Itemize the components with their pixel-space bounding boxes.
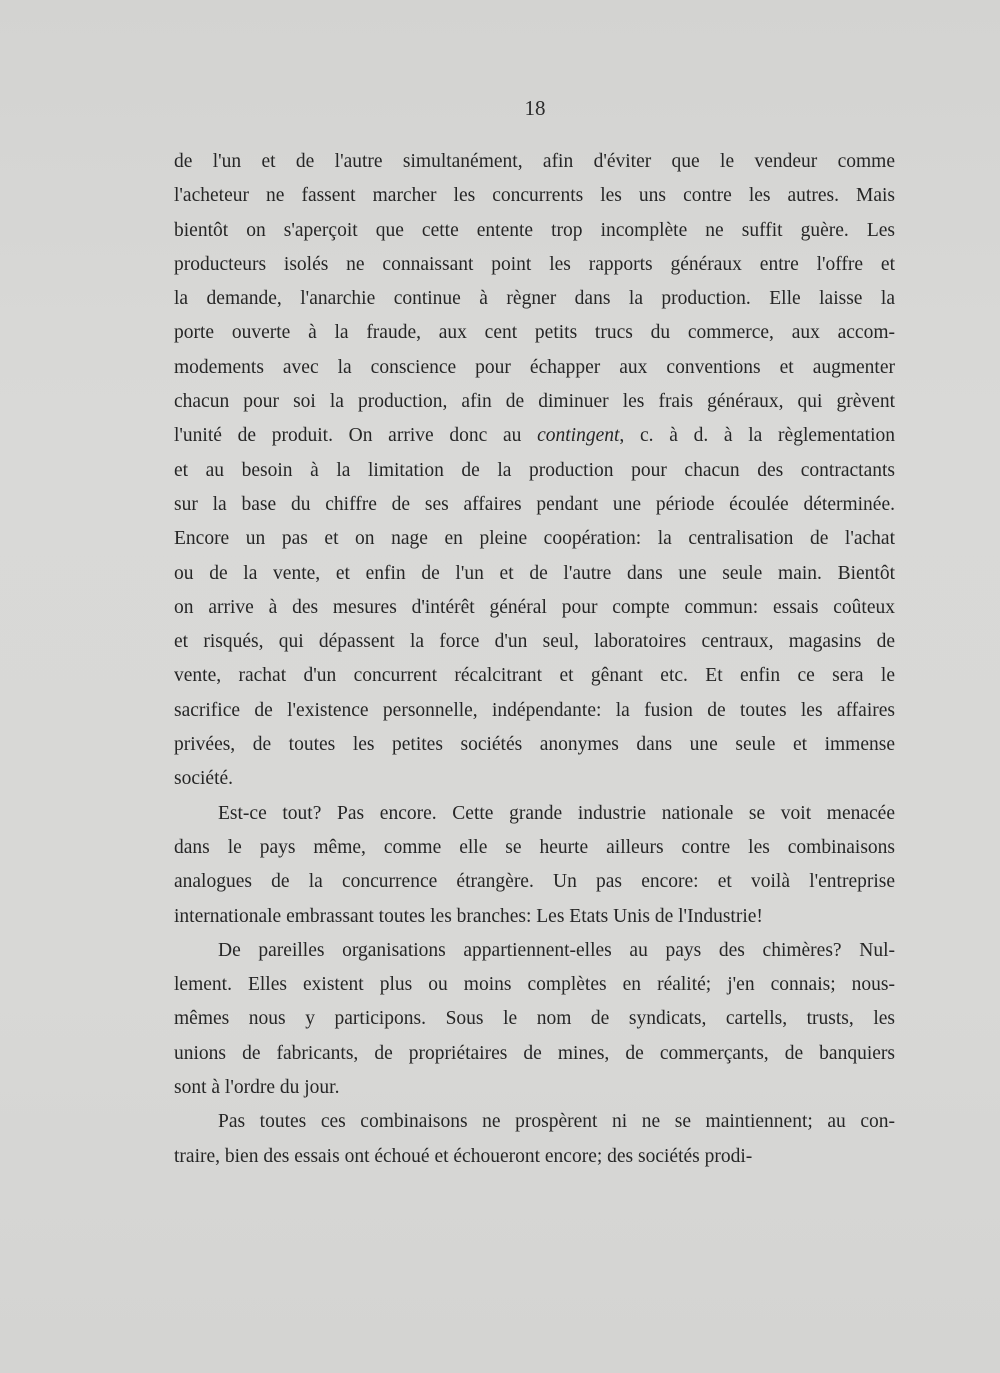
text-line: modements avec la conscience pour échapper aux conventions et augmenter (174, 356, 895, 378)
text-line: ou de la vente, et enfin de l'un et de l'autre dans une seule main. Bientôt (174, 562, 895, 584)
paragraph (174, 145, 895, 797)
text-line: privées, de toutes les petites sociétés anonymes dans une seule et immense (174, 734, 895, 756)
text-line: analogues de la concurrence étrangère. Un pas encore: et voilà l'entreprise (174, 871, 895, 893)
text-line: Est-ce tout? Pas encore. Cette grande industrie nationale se voit menacée (218, 802, 895, 824)
text-line: et risqués, qui dépassent la force d'un seul, laboratoires centraux, magasins de (174, 631, 895, 653)
text-line: internationale embrassant toutes les branches: Les Etats Unis de l'Industrie! (174, 905, 763, 927)
text-line: on arrive à des mesures d'intérêt général pour compte commun: essais coûteux (174, 596, 895, 618)
text-line: la demande, l'anarchie continue à règner dans la production. Elle laisse la (174, 288, 895, 310)
text-line: de l'un et de l'autre simultanément, afin d'éviter que le vendeur comme (174, 151, 895, 172)
text-line: traire, bien des essais ont échoué et échoueront encore; des sociétés prodi- (174, 1145, 753, 1167)
text-line: sont à l'ordre du jour. (174, 1077, 340, 1099)
text-line: société. (174, 768, 234, 790)
text-line: De pareilles organisations appartiennent-elles au pays des chimères? Nul- (218, 939, 895, 961)
text-line: sacrifice de l'existence personnelle, indépendante: la fusion de toutes les affaires (174, 699, 895, 721)
text-line: porte ouverte à la fraude, aux cent petits trucs du commerce, aux accom- (174, 322, 895, 344)
text-line: chacun pour soi la production, afin de diminuer les frais généraux, qui grèvent (174, 391, 895, 413)
text-line: l'unité de produit. On arrive donc au contingent, c. à d. à la règlementation (174, 425, 895, 447)
text-line: l'acheteur ne fassent marcher les concurrents les uns contre les autres. Mais (174, 185, 895, 207)
text-line: lement. Elles existent plus ou moins complètes en réalité; j'en connais; nous- (174, 974, 895, 996)
text-line: bientôt on s'aperçoit que cette entente trop incomplète ne suffit guère. Les (174, 219, 895, 241)
text-line: Encore un pas et on nage en pleine coopération: la centralisation de l'achat (174, 528, 895, 550)
page-number: 18 (524, 96, 546, 120)
text-line: sur la base du chiffre de ses affaires pendant une période écoulée déterminée. (174, 493, 895, 515)
text-line: Pas toutes ces combinaisons ne prospèrent ni ne se maintiennent; au con- (218, 1111, 895, 1133)
paragraph (174, 1105, 895, 1174)
text-line: vente, rachat d'un concurrent récalcitrant et gênant etc. Et enfin ce sera le (174, 665, 895, 687)
paragraph (174, 934, 895, 1105)
paragraph (174, 797, 895, 934)
text-line: dans le pays même, comme elle se heurte ailleurs contre les combinaisons (174, 836, 895, 858)
text-line: et au besoin à la limitation de la production pour chacun des contractants (174, 459, 895, 481)
text-line: unions de fabricants, de propriétaires de mines, de commerçants, de banquiers (174, 1042, 895, 1064)
text-line: mêmes nous y participons. Sous le nom de syndicats, cartells, trusts, les (174, 1008, 895, 1030)
text-line: producteurs isolés ne connaissant point les rapports généraux entre l'offre et (174, 253, 895, 275)
body-text (174, 145, 895, 1174)
